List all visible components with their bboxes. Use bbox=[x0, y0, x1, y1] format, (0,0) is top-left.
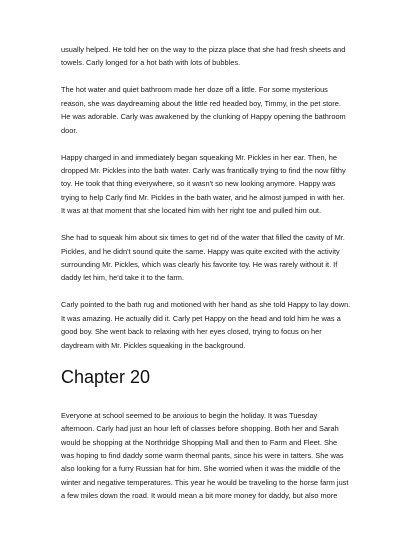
paragraph: The hot water and quiet bathroom made her doze off a little. For some mysterious reason, she was daydreaming about the little red headed boy, Timmy, in the pet store. He was adorable. Carly was awakened by the clunking of Happy opening the bathroom door. bbox=[61, 85, 346, 135]
paragraph: Happy charged in and immediately began squeaking Mr. Pickles in her ear. Then, he dropped Mr. Pickles into the bath water. Carly was frantically trying to find the now filthy toy. He took that thing everywhere, so it wasn't so new looking anymore. Happy was trying to help Carly find Mr. Pickles in the bath water, and he almost jumped in with her. It was at that moment that she located him with her right toe and pulled him out. bbox=[61, 152, 346, 216]
page-body bbox=[61, 43, 367, 516]
paragraph: She had to squeak him about six times to get rid of the water that filled the cavity of Mr. Pickles, and he didn't sound quite the same. Happy was quite excited with the activity surrounding Mr. Pickles, which was clearly his favorite toy. He was rarely without it. If daddy let him, he'd take it to the farm. bbox=[61, 233, 345, 283]
chapter-heading: Chapter 20 bbox=[61, 366, 151, 387]
paragraph: Carly pointed to the bath rug and motioned with her hand as she told Happy to lay down. It was amazing. He actually did it. Carly pet Happy on the head and told him he was a good boy. She went back to relaxing with her eyes closed, trying to focus on her daydream with Mr. Pickles squeaking in the background. bbox=[61, 300, 351, 350]
paragraph: Everyone at school seemed to be anxious to begin the holiday. It was Tuesday afternoon. Carly had just an hour left of classes before shopping. Both her and Sarah would be shopping at the Northridge Shopping Mall and then to Farm and Fleet. She was hoping to find daddy some warm thermal pants, since his were in tatters. She was also looking for a furry Russian hat for him. She worried when it was the middle of the winter and negative temperatures. This year he would be traveling to the horse farm just a few miles down the road. It would mean a bit more money for daddy, but also more bbox=[61, 410, 349, 501]
paragraph: usually helped. He told her on the way to the pizza place that she had fresh sheets and towels. Carly longed for a hot bath with lots of bubbles. bbox=[61, 45, 346, 68]
